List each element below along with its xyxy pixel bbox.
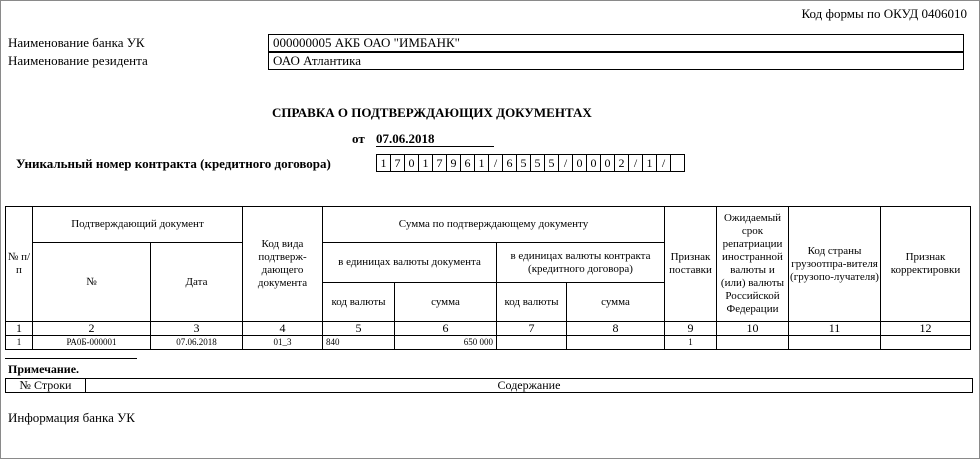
row-contract-amount — [567, 336, 665, 350]
row-country — [789, 336, 881, 350]
header-amount: сумма — [567, 283, 665, 322]
header-kind: Код вида подтверж-дающего документа — [243, 207, 323, 322]
contract-char: 0 — [572, 154, 587, 172]
row-correction — [881, 336, 971, 350]
column-number: 1 — [6, 322, 33, 336]
row-currency-code: 840 — [323, 336, 395, 350]
column-number: 3 — [151, 322, 243, 336]
contract-char: / — [628, 154, 643, 172]
documents-table — [5, 206, 971, 350]
header-contract-currency: в единицах валюты контракта (кредитного договора) — [497, 243, 665, 283]
contract-char: 0 — [600, 154, 615, 172]
bank-label: Наименование банка УК — [8, 35, 145, 50]
bank-info-label: Информация банка УК — [8, 410, 135, 425]
column-number: 8 — [567, 322, 665, 336]
row-number: 1 — [6, 336, 33, 350]
column-number: 7 — [497, 322, 567, 336]
bank-name-field: 000000005 АКБ ОАО "ИМБАНК" — [268, 34, 964, 52]
contract-char — [670, 154, 685, 172]
date-value: 07.06.2018 — [376, 131, 494, 147]
header-amount: сумма — [395, 283, 497, 322]
header-sum: Сумма по подтверждающему документу — [323, 207, 665, 243]
contract-char: / — [558, 154, 573, 172]
contract-char: 6 — [460, 154, 475, 172]
header-num: № п/п — [6, 207, 33, 322]
resident-name-field: ОАО Атлантика — [268, 52, 964, 70]
contract-char: 6 — [502, 154, 517, 172]
form-code: Код формы по ОКУД 0406010 — [801, 6, 967, 21]
header-country: Код страны грузоотпра-вителя (грузопо-лучателя) — [789, 207, 881, 322]
column-number: 5 — [323, 322, 395, 336]
header-currency-code: код валюты — [497, 283, 567, 322]
header-doc-no: № — [33, 243, 151, 322]
resident-label: Наименование резидента — [8, 53, 148, 68]
header-correction: Признак корректировки — [881, 207, 971, 322]
column-number: 11 — [789, 322, 881, 336]
header-currency-code: код валюты — [323, 283, 395, 322]
header-doc-date: Дата — [151, 243, 243, 322]
column-number: 9 — [665, 322, 717, 336]
row-amount: 650 000 — [395, 336, 497, 350]
note-content-header: Содержание — [86, 379, 973, 393]
row-kind: 01_3 — [243, 336, 323, 350]
note-table — [5, 378, 973, 393]
header-repatriation: Ожидаемый срок репатриации иностранной валюты и (или) валюты Российской Федерации — [717, 207, 789, 322]
row-repatriation — [717, 336, 789, 350]
contract-char: 1 — [474, 154, 489, 172]
contract-char: 2 — [614, 154, 629, 172]
contract-char: / — [656, 154, 671, 172]
row-doc-date: 07.06.2018 — [151, 336, 243, 350]
contract-number-label: Уникальный номер контракта (кредитного договора) — [16, 156, 331, 171]
table-row — [6, 336, 971, 350]
contract-char: 9 — [446, 154, 461, 172]
contract-char: 5 — [544, 154, 559, 172]
row-contract-currency-code — [497, 336, 567, 350]
column-number: 10 — [717, 322, 789, 336]
contract-char: 1 — [642, 154, 657, 172]
contract-char: 7 — [390, 154, 405, 172]
contract-number-cells — [376, 154, 685, 172]
header-doc-currency: в единицах валюты документа — [323, 243, 497, 283]
contract-char: 7 — [432, 154, 447, 172]
header-doc: Подтверждающий документ — [33, 207, 243, 243]
contract-char: 5 — [530, 154, 545, 172]
note-label: Примечание. — [8, 362, 80, 376]
contract-char: / — [488, 154, 503, 172]
column-number: 4 — [243, 322, 323, 336]
row-delivery: 1 — [665, 336, 717, 350]
contract-char: 0 — [404, 154, 419, 172]
header-delivery: Признак поставки — [665, 207, 717, 322]
column-number: 6 — [395, 322, 497, 336]
column-number: 2 — [33, 322, 151, 336]
column-number: 12 — [881, 322, 971, 336]
date-label: от — [352, 131, 365, 146]
row-doc-no: РА0Б-000001 — [33, 336, 151, 350]
contract-char: 1 — [418, 154, 433, 172]
contract-char: 5 — [516, 154, 531, 172]
contract-char: 0 — [586, 154, 601, 172]
contract-char: 1 — [376, 154, 391, 172]
note-row-number-header: № Строки — [6, 379, 86, 393]
document-title: СПРАВКА О ПОДТВЕРЖДАЮЩИХ ДОКУМЕНТАХ — [272, 105, 592, 120]
divider — [5, 358, 137, 359]
